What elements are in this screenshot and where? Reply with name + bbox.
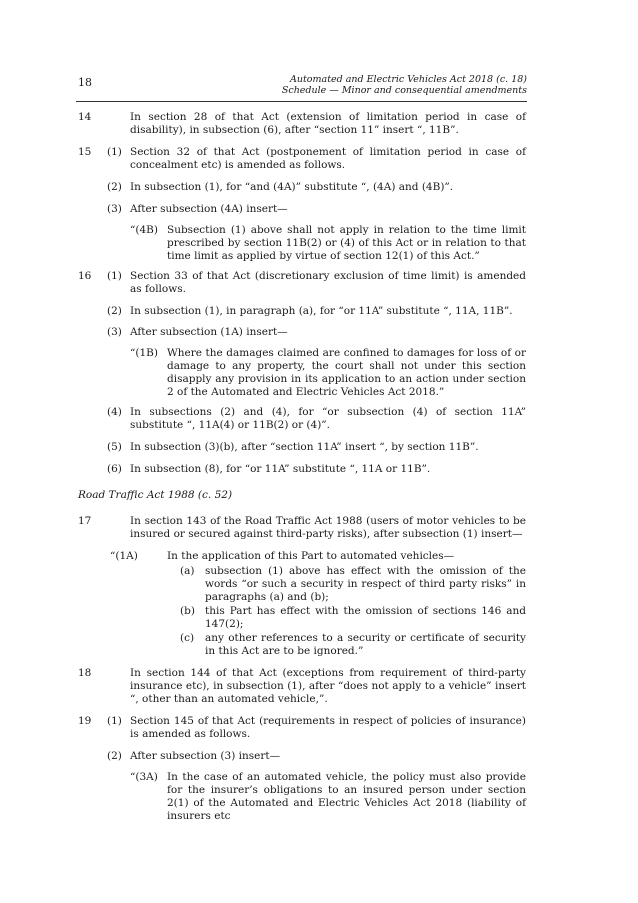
para-16-2-text: In subsection (1), in paragraph (a), for “or 11A” substitute “, 11A, 11B”.: [130, 305, 513, 317]
para-15-1-label: (1): [107, 146, 122, 158]
quote-1a-label: “(1A): [110, 550, 138, 562]
para-16-5-label: (5): [107, 441, 122, 453]
para-16-1-label: (1): [107, 270, 122, 282]
para-14-number: 14: [78, 111, 92, 123]
para-17-text: In section 143 of the Road Traffic Act 1988 (users of motor vehicles to be insured or secured against third-party risks), after subsection (1) insert—: [130, 515, 526, 540]
item-b-text: this Part has effect with the omission of sections 146 and 147(2);: [205, 605, 526, 630]
para-16-number: 16: [78, 270, 92, 282]
item-c-label: (c): [180, 632, 195, 644]
para-15-2-label: (2): [107, 181, 122, 193]
quote-1b-text: Where the damages claimed are confined to damages for loss of or damage to any property, the court shall not under this section disapply any provision in its application to an action under section 2 of the Automated and Electric Vehicles Act 2018.”: [167, 347, 526, 398]
quote-3a-text: In the case of an automated vehicle, the policy must also provide for the insurer’s obligations to an insured person under section 2(1) of the Automated and Electric Vehicles Act 2018 (liability of insurers etc: [167, 771, 526, 822]
para-17-number: 17: [78, 515, 92, 527]
para-19-number: 19: [78, 715, 92, 727]
quote-4b-text: Subsection (1) above shall not apply in relation to the time limit prescribed by section 11B(2) or (4) of this Act or in relation to that time limit as applied by virtue of section 12(1) of this Act.”: [167, 224, 526, 262]
para-16-5-text: In subsection (3)(b), after “section 11A” insert “, by section 11B”.: [130, 441, 479, 453]
quote-1a-text: In the application of this Part to automated vehicles—: [167, 550, 455, 562]
quote-1b-label: “(1B): [130, 347, 158, 359]
para-19-2-text: After subsection (3) insert—: [130, 750, 281, 762]
para-16-6-text: In subsection (8), for “or 11A” substitute “, 11A or 11B”.: [130, 463, 431, 475]
para-16-3-label: (3): [107, 326, 122, 338]
page-number: 18: [78, 76, 92, 89]
header-rule: [76, 101, 527, 102]
para-15-3-text: After subsection (4A) insert—: [130, 203, 288, 215]
para-15-2-text: In subsection (1), for “and (4A)” substitute “, (4A) and (4B)”.: [130, 181, 454, 193]
para-16-4-label: (4): [107, 406, 122, 418]
para-19-2-label: (2): [107, 750, 122, 762]
item-a-label: (a): [180, 565, 195, 577]
quote-4b-label: “(4B): [130, 224, 158, 236]
section-heading: Road Traffic Act 1988 (c. 52): [78, 489, 233, 501]
item-a-text: subsection (1) above has effect with the omission of the words “or such a security in respect of third party risks” in paragraphs (a) and (b);: [205, 565, 526, 603]
quote-3a-label: “(3A): [130, 771, 158, 783]
para-15-3-label: (3): [107, 203, 122, 215]
para-16-6-label: (6): [107, 463, 122, 475]
para-16-2-label: (2): [107, 305, 122, 317]
para-14-text: In section 28 of that Act (extension of limitation period in case of disability), in subsection (6), after “section 11” insert “, 11B”.: [130, 111, 526, 136]
item-b-label: (b): [180, 605, 195, 617]
para-18-text: In section 144 of that Act (exceptions from requirement of third-party insurance etc), in subsection (1), after “does not apply to a vehicle” insert “, other than an automated vehicle,”.: [130, 667, 526, 705]
para-15-number: 15: [78, 146, 92, 158]
para-19-1-text: Section 145 of that Act (requirements in respect of policies of insurance) is amended as follows.: [130, 715, 526, 740]
para-15-1-text: Section 32 of that Act (postponement of limitation period in case of concealment etc) is amended as follows.: [130, 146, 526, 171]
schedule-title: Schedule — Minor and consequential amendments: [281, 85, 527, 96]
para-19-1-label: (1): [107, 715, 122, 727]
para-18-number: 18: [78, 667, 92, 679]
running-header: [282, 74, 527, 96]
para-16-1-text: Section 33 of that Act (discretionary exclusion of time limit) is amended as follows.: [130, 270, 526, 295]
para-16-4-text: In subsections (2) and (4), for “or subsection (4) of section 11A” substitute “, 11A(4) or 11B(2) or (4)”.: [130, 406, 526, 431]
act-title: Automated and Electric Vehicles Act 2018 (c. 18): [290, 74, 527, 85]
item-c-text: any other references to a security or certificate of security in this Act are to be ignored.”: [205, 632, 526, 657]
para-16-3-text: After subsection (1A) insert—: [130, 326, 288, 338]
